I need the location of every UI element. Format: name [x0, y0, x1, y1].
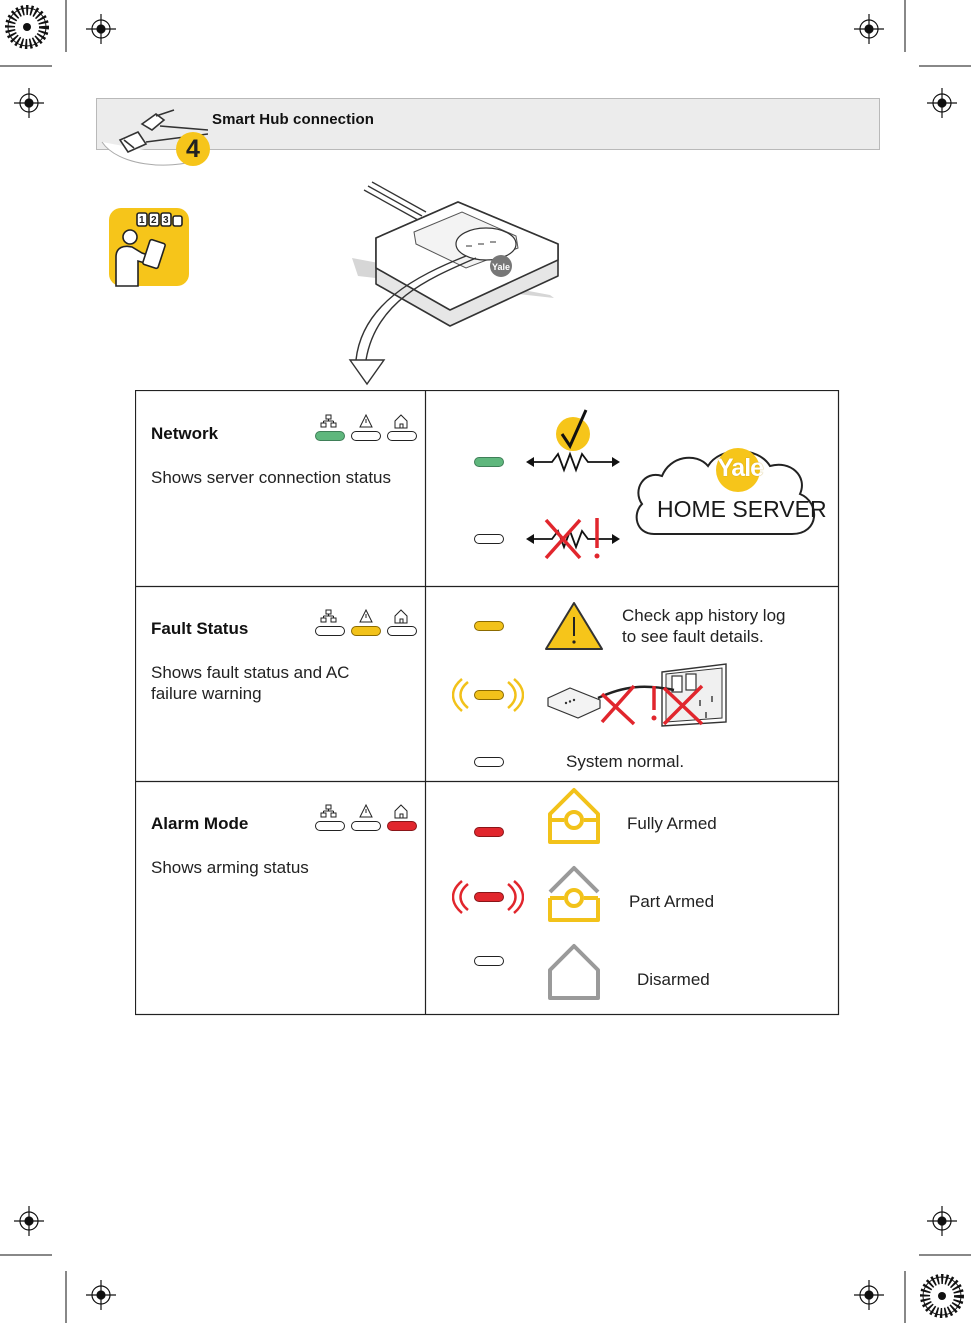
part-armed-text: Part Armed: [629, 892, 715, 911]
warning-triangle-icon: [544, 601, 604, 651]
row-description-alarm-mode: Shows arming status: [151, 858, 309, 877]
step-number-badge: 4: [176, 132, 210, 166]
svg-text:1: 1: [139, 215, 145, 226]
row-title-alarm-mode: Alarm Mode: [151, 814, 249, 833]
led-alarm-steady: [474, 827, 504, 837]
led-fault-steady: [474, 621, 504, 631]
smart-hub-device-illustration: [340, 180, 570, 390]
disarmed-text: Disarmed: [637, 970, 710, 989]
network-icon: [321, 610, 336, 622]
led-fault-header: [351, 626, 381, 636]
row-title-network: Network: [151, 424, 219, 443]
hub-logo: Yale: [492, 262, 511, 272]
fully-armed-house-icon: [544, 786, 604, 846]
part-armed-house-icon: [544, 864, 604, 924]
home-icon: [395, 805, 407, 818]
home-server-label: HOME SERVER: [657, 496, 827, 522]
led-fault-off: [474, 757, 504, 767]
system-normal-text: System normal.: [566, 752, 685, 771]
disconnected-signal-icon: [524, 512, 622, 564]
led-network-disconnected: [474, 534, 504, 544]
disarmed-house-icon: [544, 942, 604, 1002]
led-network-header: [315, 821, 345, 831]
row-description-network: Shows server connection status: [151, 468, 392, 487]
ac-power-failure-icon: [544, 656, 732, 730]
led-alarm-header: [387, 626, 417, 636]
warning-icon: [360, 415, 372, 427]
svg-text:3: 3: [163, 215, 169, 226]
led-network-header: [315, 626, 345, 636]
led-network-header: [315, 431, 345, 441]
row-description-fault-status: Shows fault status and AC failure warning: [151, 663, 350, 703]
home-icon: [395, 415, 407, 428]
led-alarm-header: [387, 821, 417, 831]
cloud-icon: [630, 436, 820, 540]
led-alarm-blinking: [474, 892, 504, 902]
svg-text:2: 2: [151, 215, 157, 226]
fully-armed-text: Fully Armed: [627, 814, 717, 833]
warning-icon: [360, 805, 372, 817]
cloud-logo: Yale: [717, 454, 764, 482]
home-icon: [395, 610, 407, 623]
fault-check-app-text: Check app history log to see fault details.: [622, 606, 786, 646]
led-fault-header: [351, 821, 381, 831]
warning-icon: [360, 610, 372, 622]
led-fault-header: [351, 431, 381, 441]
section-title: Smart Hub connection: [212, 111, 375, 128]
network-icon: [321, 805, 336, 817]
led-network-connected: [474, 457, 504, 467]
led-fault-blinking: [474, 690, 504, 700]
led-alarm-header: [387, 431, 417, 441]
network-icon: [321, 415, 336, 427]
row-title-fault-status: Fault Status: [151, 619, 249, 638]
connected-signal-icon: [524, 404, 622, 474]
led-alarm-off: [474, 956, 504, 966]
app-user-pictogram-icon: [108, 207, 190, 287]
